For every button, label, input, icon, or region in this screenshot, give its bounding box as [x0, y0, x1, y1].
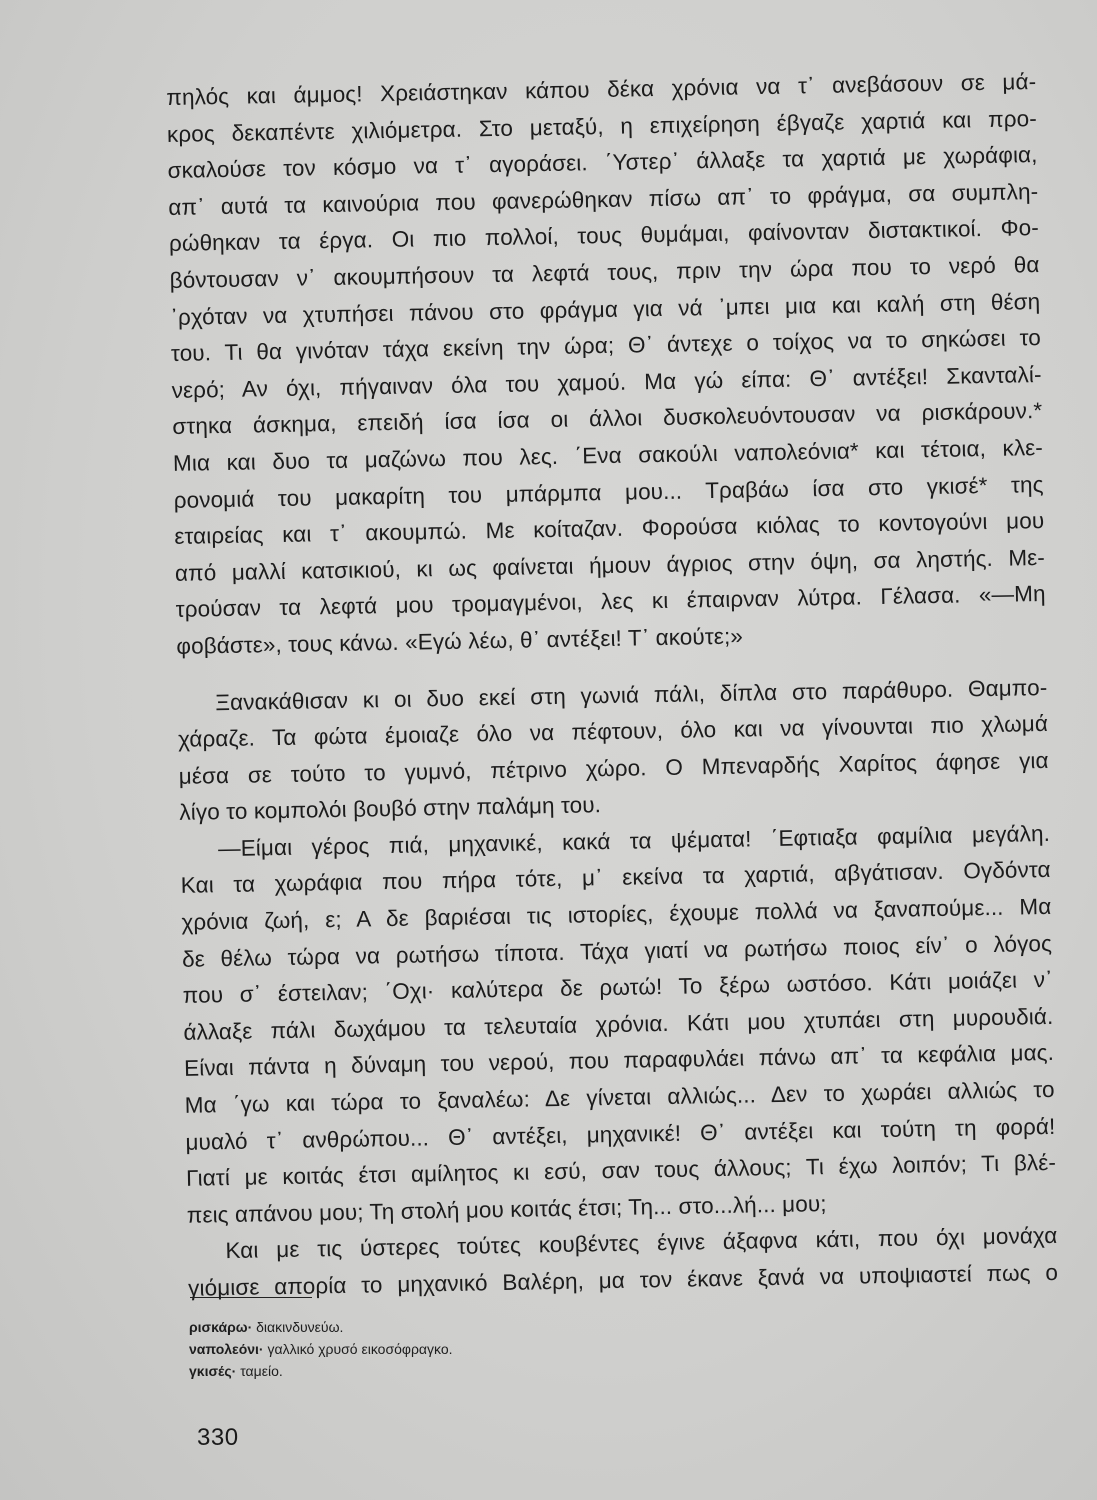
text-line: πηλός και άμμος! Χρειάστηκαν κάπου δέκα χρόνια να τ᾿ ανεβάσουν σε μά- — [166, 69, 1037, 110]
text-line: από μαλλί κατσικιού, κι ως φαίνεται ήμουν άγριος στην όψη, σα ληστής. Με- — [174, 544, 1046, 586]
page-number: 330 — [197, 1424, 239, 1451]
text-line: Είναι πάντα η δύναμη του νερού, που παραφυλάει πάνω απ᾿ τα κεφάλια μας. — [183, 1040, 1055, 1082]
text-line: νερό; Αν όχι, πήγαιναν όλα του χαμού. Μα γώ είπα: Θ᾿ αντέξει! Σκανταλί- — [171, 361, 1042, 403]
footnote-term: ναπολεόνι· — [189, 1341, 264, 1357]
text-line: ρώθηκαν τα έργα. Οι πιο πολλοί, τους θυμάμαι, φαίνονταν διστακτικοί. Φο- — [168, 215, 1040, 257]
footnote-item — [189, 1360, 453, 1382]
text-line: μέσα σε τούτο το γυμνό, πέτρινο χώρο. Ο Μπεναρδής Χαρίτος άφησε για — [178, 747, 1049, 789]
footnote-item — [189, 1338, 453, 1360]
paragraph-1 — [166, 64, 1047, 665]
text-line: ᾿ρχόταν να χτυπήσει πάνου στο φράγμα για νά ᾿μπει μια και καλή στη θέση — [170, 288, 1041, 330]
text-line: Και με τις ύστερες τούτες κουβέντες έγινε άξαφνα κάτι, που όχι μονάχα — [225, 1223, 1058, 1264]
text-line: —Είμαι γέρος πιά, μηχανικέ, κακά τα ψέματα! ΄Εφτιαξα φαμίλια μεγάλη. — [217, 820, 1051, 862]
text-line: σκαλούσε τον κόσμο να τ᾿ αγοράσει. ΄Υστερ᾿ άλλαξε τα χαρτιά με χωράφια, — [167, 142, 1038, 184]
footnote-definition: ταμείο. — [240, 1363, 283, 1379]
footnote-item — [189, 1316, 453, 1338]
footnote-divider — [190, 1297, 312, 1298]
text-line: πεις απάνου μου; Τη στολή μου κοιτάς έτσι; Τη... στο...λή... μου; — [186, 1190, 827, 1228]
paragraph-3 — [180, 816, 1057, 1234]
text-line: δε θέλω τώρα να ρωτήσω τίποτα. Τάχα γιατί να ρωτήσω ποιος είν᾿ ο λόγος — [181, 930, 1053, 972]
text-line: Και τα χωράφια που πήρα τότε, μ᾿ εκείνα τα χαρτιά, αβγάτισαν. Ογδόντα — [180, 857, 1051, 899]
text-line: στηκα άσκημα, επειδή ίσα ίσα οι άλλοι δυσκολευόντουσαν να ρισκάρουν.* — [172, 398, 1043, 440]
text-line: εταιρείας και τ᾿ ακουμπώ. Με κοίταζαν. Φορούσα κιόλας το κοντογούνι μου — [174, 508, 1045, 550]
text-line: του. Τι θα γινόταν τάχα εκείνη την ώρα; Θ᾿ άντεχε ο τοίχος να το σηκώσει το — [170, 325, 1042, 367]
text-line: γιόμισε απορία το μηχανικό Βαλέρη, μα τον έκανε ξανά να υποψιαστεί πως ο — [187, 1259, 1059, 1301]
text-line: βόντουσαν ν᾿ ακουμπήσουν τα λεφτά τους, πριν την ώρα που το νερό θα — [169, 251, 1040, 293]
text-line: Μια και δυο τα μαζώνω που λες. ΄Ενα σακούλι ναπολεόνια* και τέτοια, κλε- — [172, 434, 1044, 476]
footnotes — [189, 1316, 453, 1382]
text-line: φοβάστε», τους κάνω. «Εγώ λέω, θ᾿ αντέξει! Τ᾿ ακούτε;» — [176, 623, 744, 659]
text-line: ρονομιά του μακαρίτη του μπάρμπα μου... Τραβάω ίσα στο γκισέ* της — [173, 471, 1044, 513]
footnote-term: ρισκάρω· — [189, 1319, 253, 1335]
text-line: τρούσαν τα λεφτά μου τρομαγμένοι, λες κι έπαιρναν λύτρα. Γέλασα. «—Μη — [175, 581, 1046, 623]
text-line: χάραζε. Τα φώτα έμοιαζε όλο να πέφτουν, όλο και να γίνουνται πιο χλωμά — [177, 711, 1049, 752]
text-line: λίγο το κομπολόι βουβό στην παλάμη του. — [179, 792, 602, 826]
text-line: Ξανακάθισαν κι οι δυο εκεί στη γωνιά πάλι, δίπλα στο παράθυρο. Θαμπο- — [215, 674, 1048, 715]
paragraph-4 — [187, 1218, 1058, 1307]
footnote-term: γκισές· — [189, 1363, 237, 1379]
text-line: Γιατί με κοιτάς έτσι αμίλητος κι εσύ, σαν τους άλλους; Τι έχω λοιπόν; Τι βλέ- — [185, 1150, 1057, 1192]
text-line: κρος δεκαπέντε χιλιόμετρα. Στο μεταξύ, η επιχείρηση έβγαζε χαρτιά και προ- — [166, 105, 1038, 147]
text-line: άλλαξε πάλι δωχάμου τα τελευταία χρόνια. Κάτι μου χτυπάει στη μυρουδιά. — [183, 1003, 1054, 1045]
text-line: μυαλό τ᾿ ανθρώπου... Θ᾿ αντέξει, μηχανικέ! Θ᾿ αντέξει και τούτη τη φορά! — [185, 1113, 1056, 1155]
footnote-definition: διακινδυνεύω. — [256, 1319, 344, 1335]
text-line: που σ᾿ έστειλαν; ΄Οχι· καλύτερα δε ρωτώ! Το ξέρω ωστόσο. Κάτι μοιάζει ν᾿ — [182, 967, 1053, 1009]
paragraph-2 — [177, 669, 1050, 831]
text-line: χρόνια ζωή, ε; Α δε βαριέσαι τις ιστορίες, έχουμε πολλά να ξαναπούμε... Μα — [181, 893, 1052, 935]
text-line: Μα ΄γω και τώρα το ξαναλέω: Δε γίνεται αλλιώς... Δεν το χωράει αλλιώς το — [184, 1076, 1055, 1118]
body-text — [166, 64, 1058, 1307]
footnote-definition: γαλλικό χρυσό εικοσόφραγκο. — [267, 1341, 453, 1357]
text-line: απ᾿ αυτά τα καινούρια που φανερώθηκαν πίσω απ᾿ το φράγμα, σα συμπλη- — [168, 178, 1039, 220]
